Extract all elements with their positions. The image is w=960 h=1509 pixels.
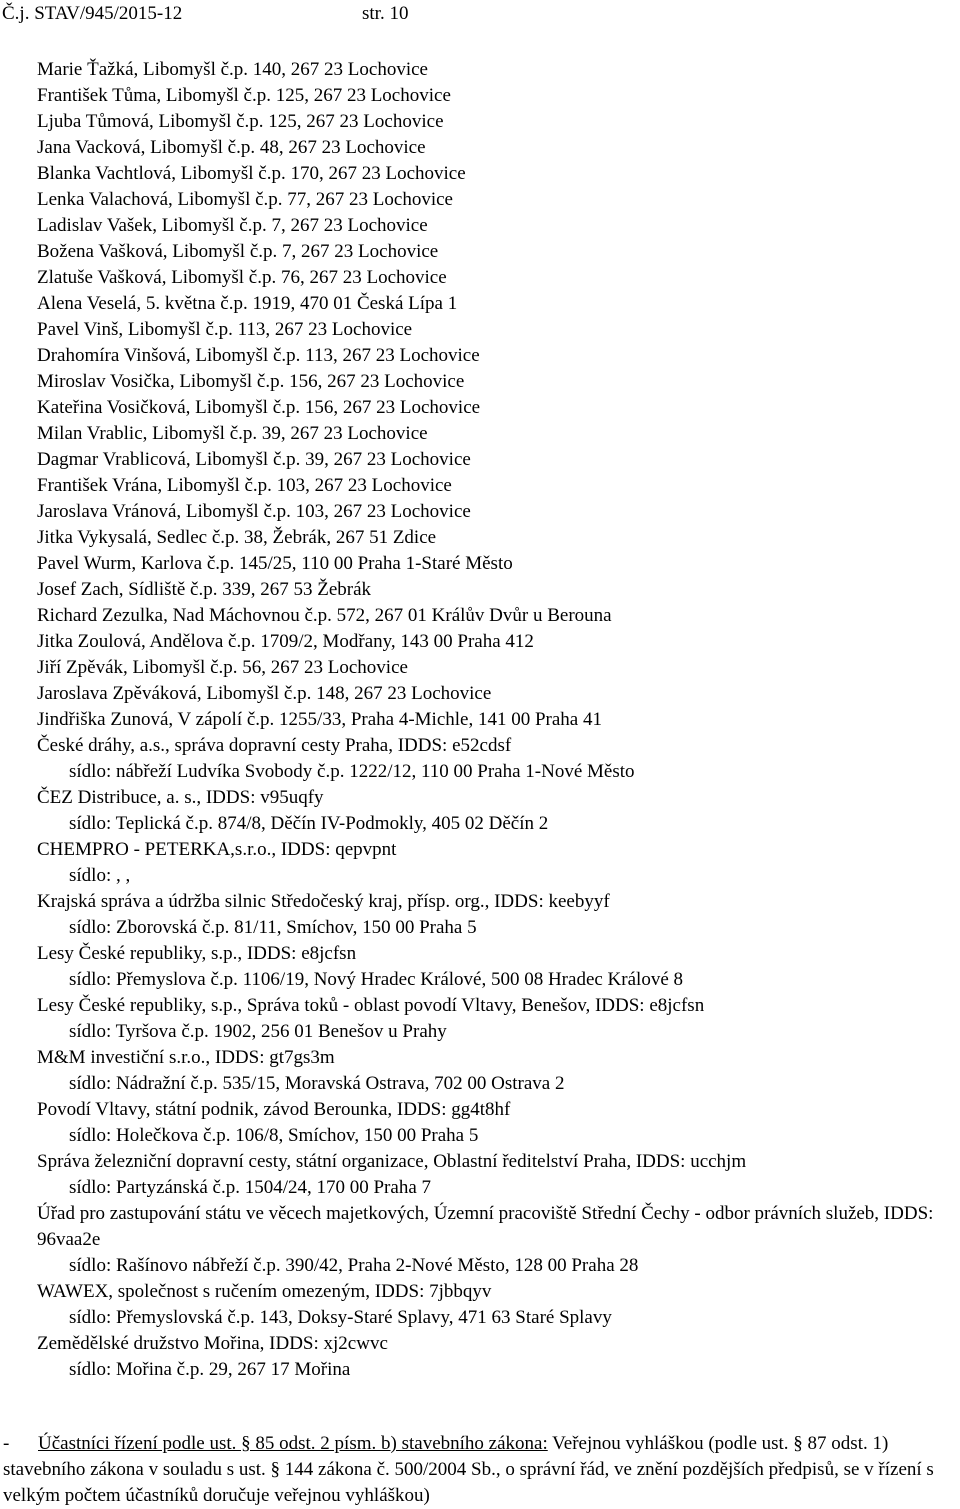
participant-entry: Jindřiška Zunová, V zápolí č.p. 1255/33, Praha 4-Michle, 141 00 Praha 41 [37, 709, 602, 730]
footer-text: Veřejnou vyhláškou (podle ust. § 87 odst. 1) stavebního zákona v souladu s ust. § 144 zákona č. 500/2004 Sb., o správní řád, ve znění pozdějších předpisů, se v řízení s velkým počtem účastníků doručuje veřejnou vyhláškou) [3, 1433, 934, 1506]
participant-entry: Božena Vašková, Libomyšl č.p. 7, 267 23 Lochovice [37, 241, 439, 262]
participant-entry: Pavel Wurm, Karlova č.p. 145/25, 110 00 Praha 1-Staré Město [37, 553, 513, 574]
participant-entry: Pavel Vinš, Libomyšl č.p. 113, 267 23 Lochovice [37, 319, 413, 340]
participant-entry: František Vrána, Libomyšl č.p. 103, 267 23 Lochovice [37, 475, 452, 496]
participant-entry: Ljuba Tůmová, Libomyšl č.p. 125, 267 23 Lochovice [37, 111, 444, 132]
participant-entry: Blanka Vachtlová, Libomyšl č.p. 170, 267 23 Lochovice [37, 163, 466, 184]
address-line: sídlo: Tyršova č.p. 1902, 256 01 Benešov u Prahy [69, 1021, 447, 1042]
participant-list [37, 57, 952, 1383]
participant-entry: Lenka Valachová, Libomyšl č.p. 77, 267 23 Lochovice [37, 189, 453, 210]
address-line: sídlo: Zborovská č.p. 81/11, Smíchov, 150 00 Praha 5 [69, 917, 477, 938]
participant-entry: Richard Zezulka, Nad Máchovnou č.p. 572, 267 01 Králův Dvůr u Berouna [37, 605, 612, 626]
address-line: sídlo: Holečkova č.p. 106/8, Smíchov, 150 00 Praha 5 [69, 1125, 479, 1146]
address-line: sídlo: Mořina č.p. 29, 267 17 Mořina [69, 1359, 351, 1380]
address-line: sídlo: nábřeží Ludvíka Svobody č.p. 1222/12, 110 00 Praha 1-Nové Město [69, 761, 635, 782]
participant-entry: Alena Veselá, 5. května č.p. 1919, 470 01 Česká Lípa 1 [37, 293, 458, 314]
participant-entry: České dráhy, a.s., správa dopravní cesty Praha, IDDS: e52cdsf [37, 735, 512, 756]
participant-entry: Dagmar Vrablicová, Libomyšl č.p. 39, 267 23 Lochovice [37, 449, 471, 470]
participant-entry: Milan Vrablic, Libomyšl č.p. 39, 267 23 Lochovice [37, 423, 428, 444]
participant-entry: Jiří Zpěvák, Libomyšl č.p. 56, 267 23 Lochovice [37, 657, 408, 678]
participant-entry: Ladislav Vašek, Libomyšl č.p. 7, 267 23 Lochovice [37, 215, 428, 236]
participant-entry: Zemědělské družstvo Mořina, IDDS: xj2cwvc [37, 1333, 388, 1354]
address-line: sídlo: Přemyslovská č.p. 143, Doksy-Staré Splavy, 471 63 Staré Splavy [69, 1307, 612, 1328]
participant-entry: Povodí Vltavy, státní podnik, závod Berounka, IDDS: gg4t8hf [37, 1099, 511, 1120]
address-line: sídlo: Teplická č.p. 874/8, Děčín IV-Podmokly, 405 02 Děčín 2 [69, 813, 549, 834]
page-header [2, 2, 409, 26]
participant-entry: František Tůma, Libomyšl č.p. 125, 267 23 Lochovice [37, 85, 451, 106]
participant-entry: Lesy České republiky, s.p., IDDS: e8jcfsn [37, 943, 357, 964]
participant-entry: Drahomíra Vinšová, Libomyšl č.p. 113, 267 23 Lochovice [37, 345, 480, 366]
participant-entry: CHEMPRO - PETERKA,s.r.o., IDDS: qepvpnt [37, 839, 397, 860]
address-line: sídlo: , , [69, 865, 131, 886]
participant-entry: Krajská správa a údržba silnic Středočeský kraj, přísp. org., IDDS: keebyyf [37, 891, 610, 912]
participant-entry: Jana Vacková, Libomyšl č.p. 48, 267 23 Lochovice [37, 137, 426, 158]
footer-dash: - [3, 1433, 10, 1454]
participant-entry: M&M investiční s.r.o., IDDS: gt7gs3m [37, 1047, 335, 1068]
participant-entry: Jitka Vykysalá, Sedlec č.p. 38, Žebrák, 267 51 Zdice [37, 527, 437, 548]
participant-entry: Úřad pro zastupování státu ve věcech majetkových, Územní pracoviště Střední Čechy - odbor právních služeb, IDDS: 96vaa2e [37, 1203, 934, 1250]
participant-entry: Jitka Zoulová, Andělova č.p. 1709/2, Modřany, 143 00 Praha 412 [37, 631, 534, 652]
footer-underlined-text: Účastníci řízení podle ust. § 85 odst. 2 písm. b) stavebního zákona: [38, 1433, 548, 1454]
participant-entry: Správa železniční dopravní cesty, státní organizace, Oblastní ředitelství Praha, IDDS: ucchjm [37, 1151, 747, 1172]
participant-entry: Kateřina Vosičková, Libomyšl č.p. 156, 267 23 Lochovice [37, 397, 481, 418]
participant-entry: Jaroslava Vránová, Libomyšl č.p. 103, 267 23 Lochovice [37, 501, 471, 522]
participant-entry: Marie Ťažká, Libomyšl č.p. 140, 267 23 Lochovice [37, 59, 428, 80]
document-reference: Č.j. STAV/945/2015-12 [2, 3, 183, 24]
address-line: sídlo: Partyzánská č.p. 1504/24, 170 00 Praha 7 [69, 1177, 432, 1198]
address-line: sídlo: Rašínovo nábřeží č.p. 390/42, Praha 2-Nové Město, 128 00 Praha 28 [69, 1255, 639, 1276]
participant-entry: ČEZ Distribuce, a. s., IDDS: v95uqfy [37, 787, 324, 808]
footer-note [3, 1431, 958, 1509]
participant-entry: WAWEX, společnost s ručením omezeným, IDDS: 7jbbqyv [37, 1281, 492, 1302]
participant-entry: Miroslav Vosička, Libomyšl č.p. 156, 267 23 Lochovice [37, 371, 465, 392]
address-line: sídlo: Přemyslova č.p. 1106/19, Nový Hradec Králové, 500 08 Hradec Králové 8 [69, 969, 684, 990]
participant-entry: Jaroslava Zpěváková, Libomyšl č.p. 148, 267 23 Lochovice [37, 683, 492, 704]
participant-entry: Josef Zach, Sídliště č.p. 339, 267 53 Žebrák [37, 579, 372, 600]
page-number: str. 10 [362, 3, 409, 24]
participant-entry: Zlatuše Vašková, Libomyšl č.p. 76, 267 23 Lochovice [37, 267, 447, 288]
address-line: sídlo: Nádražní č.p. 535/15, Moravská Ostrava, 702 00 Ostrava 2 [69, 1073, 565, 1094]
participant-entry: Lesy České republiky, s.p., Správa toků - oblast povodí Vltavy, Benešov, IDDS: e8jcfsn [37, 995, 705, 1016]
